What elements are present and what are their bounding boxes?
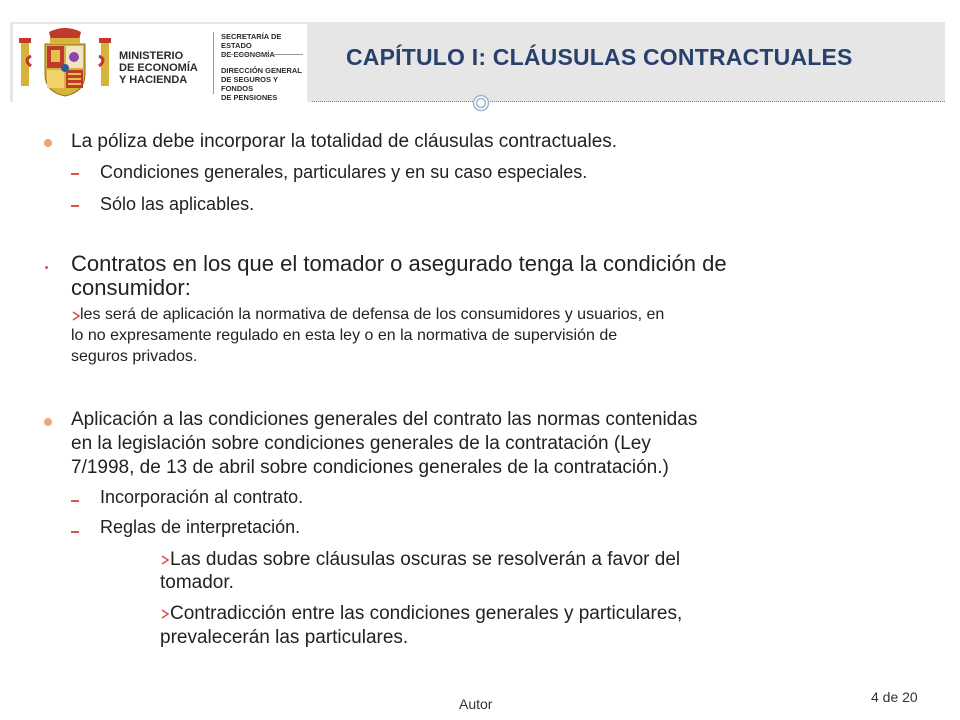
bullet-dot-icon xyxy=(44,418,52,426)
ministry-name xyxy=(119,50,198,86)
sub-bullet-text: Sólo las aplicables. xyxy=(100,194,255,214)
footer-author: Autor xyxy=(459,696,493,712)
dash-icon xyxy=(71,500,79,502)
ring-icon xyxy=(472,94,490,112)
dash-icon xyxy=(71,173,79,175)
page-number: 4 de 20 xyxy=(871,689,918,705)
dash-icon xyxy=(71,205,79,207)
bullet-dot-icon xyxy=(44,139,52,147)
ministry-line: Y HACIENDA xyxy=(119,74,188,86)
sub-bullet-text: Condiciones generales, particulares y en su caso especiales. xyxy=(100,162,588,182)
ministry-logo xyxy=(13,24,307,102)
ministry-line: MINISTERIO xyxy=(119,50,184,62)
coat-of-arms-icon xyxy=(15,26,115,100)
secretaria-line: SECRETARÍA DE ESTADO xyxy=(221,32,282,50)
page-title: CAPÍTULO I: CLÁUSULAS CONTRACTUALES xyxy=(346,44,853,70)
arrow-bullet-text: prevalecerán las particulares. xyxy=(160,627,409,648)
arrow-bullet-text: Contradicción entre las condiciones generales y particulares, xyxy=(170,603,683,624)
title-divider xyxy=(312,101,945,102)
arrow-bullet-text: seguros privados. xyxy=(71,348,198,365)
arrow-bullet-text: tomador. xyxy=(160,572,234,593)
bullet-dot-icon xyxy=(45,266,48,269)
arrow-bullet-text: les será de aplicación la normativa de defensa de los consumidores y usuarios, en xyxy=(80,306,665,323)
arrow-bullet-text: lo no expresamente regulado en esta ley o en la normativa de supervisión de xyxy=(71,327,618,344)
logo-separator xyxy=(221,54,303,55)
ministry-line: DE ECONOMÍA xyxy=(119,62,198,74)
direccion-line: DIRECCIÓN GENERAL xyxy=(221,66,302,75)
bullet-text: Aplicación a las condiciones generales del contrato las normas contenidas xyxy=(71,409,698,430)
arrow-bullet-icon xyxy=(160,609,170,619)
bullet-text: La póliza debe incorporar la totalidad de cláusulas contractuales. xyxy=(71,131,618,152)
direccion-text xyxy=(221,66,307,102)
bullet-text: consumidor: xyxy=(71,275,191,300)
direccion-line: DE PENSIONES xyxy=(221,93,278,102)
bullet-text: 7/1998, de 13 de abril sobre condiciones generales de la contratación.) xyxy=(71,457,669,478)
dash-icon xyxy=(71,531,79,533)
bullet-text: en la legislación sobre condiciones generales de la contratación (Ley xyxy=(71,433,651,454)
arrow-bullet-icon xyxy=(160,555,170,565)
sub-bullet-text: Reglas de interpretación. xyxy=(100,517,301,537)
arrow-bullet-text: Las dudas sobre cláusulas oscuras se resolverán a favor del xyxy=(170,549,681,570)
direccion-line: DE SEGUROS Y FONDOS xyxy=(221,75,278,93)
sub-bullet-text: Incorporación al contrato. xyxy=(100,487,304,507)
bullet-text: Contratos en los que el tomador o asegurado tenga la condición de xyxy=(71,251,727,276)
logo-divider xyxy=(213,32,214,94)
